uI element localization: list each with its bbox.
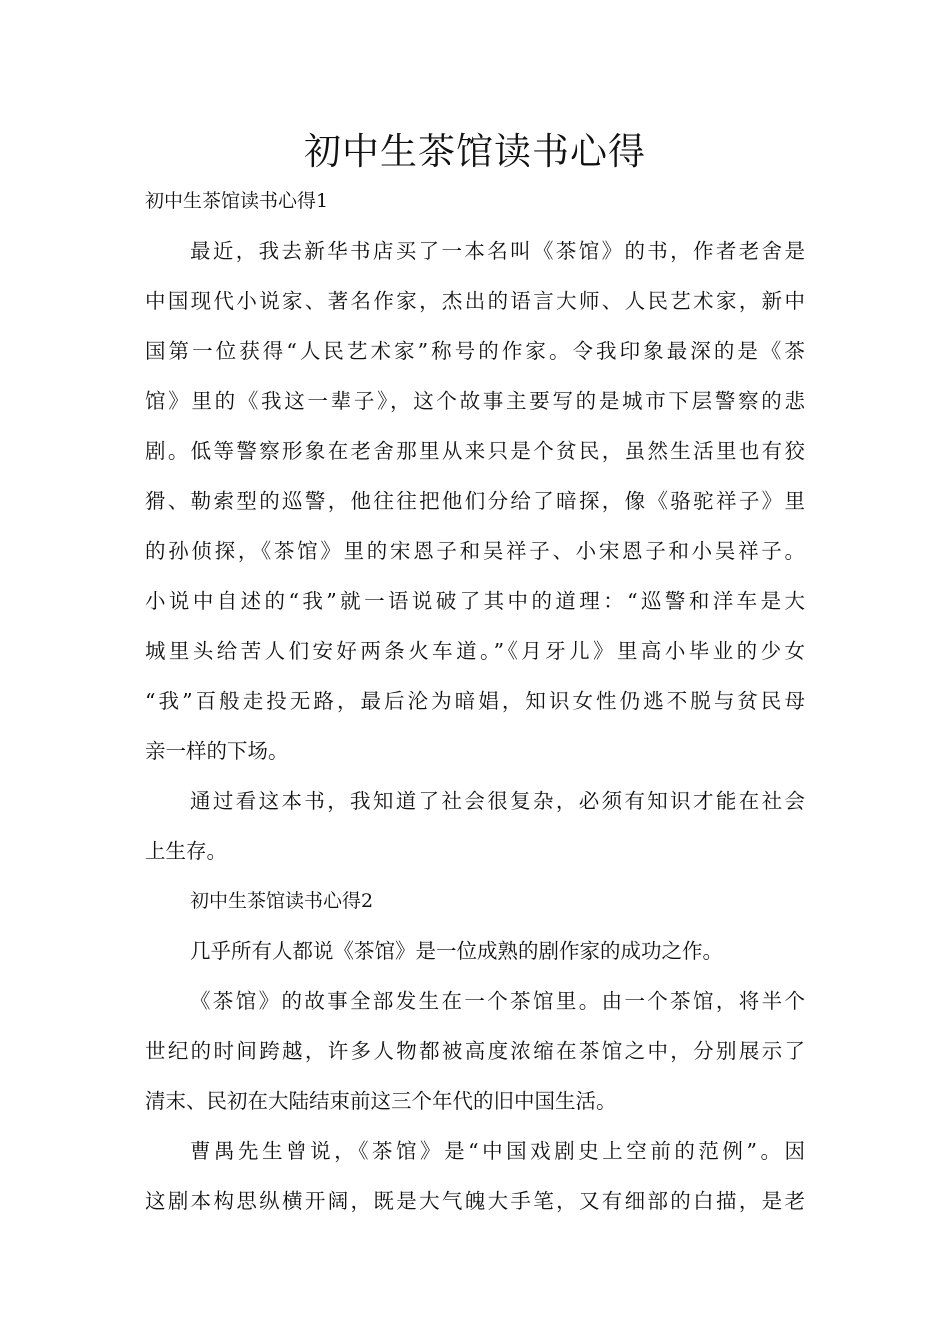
document-title: 初中生茶馆读书心得 [304,130,646,173]
paragraph-line: “我”百般走投无路，最后沦为暗娼，知识女性仍逃不脱与贫民母 [145,689,805,713]
paragraph-2 [145,776,805,876]
paragraph-line: 几乎所有人都说《茶馆》是一位成熟的剧作家的成功之作。 [190,939,723,963]
paragraph-line: 通过看这本书，我知道了社会很复杂，必须有知识才能在社会 [190,789,805,813]
paragraph-line: 城里头给苦人们安好两条火车道。”《月牙儿》里高小毕业的少女 [145,639,805,663]
paragraph-line: 猾、勒索型的巡警，他往往把他们分给了暗探，像《骆驼祥子》里 [145,489,805,513]
paragraph-line: 清末、民初在大陆结束前这三个年代的旧中国生活。 [145,1089,617,1113]
paragraph-4 [145,976,805,1126]
paragraph-line: 上生存。 [145,839,227,863]
paragraph-line: 这剧本构思纵横开阔，既是大气魄大手笔，又有细部的白描，是老 [145,1189,805,1213]
paragraph-line: 中国现代小说家、著名作家，杰出的语言大师、人民艺术家，新中 [145,289,805,313]
paragraph-3 [145,926,805,976]
paragraph-line: 亲一样的下场。 [145,739,289,763]
paragraph-line: 剧。低等警察形象在老舍那里从来只是个贫民，虽然生活里也有狡 [145,439,805,463]
paragraph-line: 的孙侦探，《茶馆》里的宋恩子和吴祥子、小宋恩子和小吴祥子。 [145,539,805,563]
paragraph-line: 小说中自述的“我”就一语说破了其中的道理：“巡警和洋车是大 [145,589,805,613]
section-heading-2: 初中生茶馆读书心得2 [190,890,374,912]
paragraph-line: 世纪的时间跨越，许多人物都被高度浓缩在茶馆之中，分别展示了 [145,1039,805,1063]
paragraph-5 [145,1126,805,1226]
paragraph-line: 曹禺先生曾说，《茶馆》是“中国戏剧史上空前的范例”。因 [190,1139,805,1163]
paragraph-line: 最近，我去新华书店买了一本名叫《茶馆》的书，作者老舍是 [190,239,805,263]
paragraph-line: 《茶馆》的故事全部发生在一个茶馆里。由一个茶馆，将半个 [190,989,805,1013]
paragraph-1 [145,226,805,776]
paragraph-line: 馆》里的《我这一辈子》，这个故事主要写的是城市下层警察的悲 [145,389,805,413]
document-body [145,176,805,1226]
paragraph-line: 国第一位获得“人民艺术家”称号的作家。令我印象最深的是《茶 [145,339,805,363]
section-heading-1: 初中生茶馆读书心得1 [145,190,329,212]
